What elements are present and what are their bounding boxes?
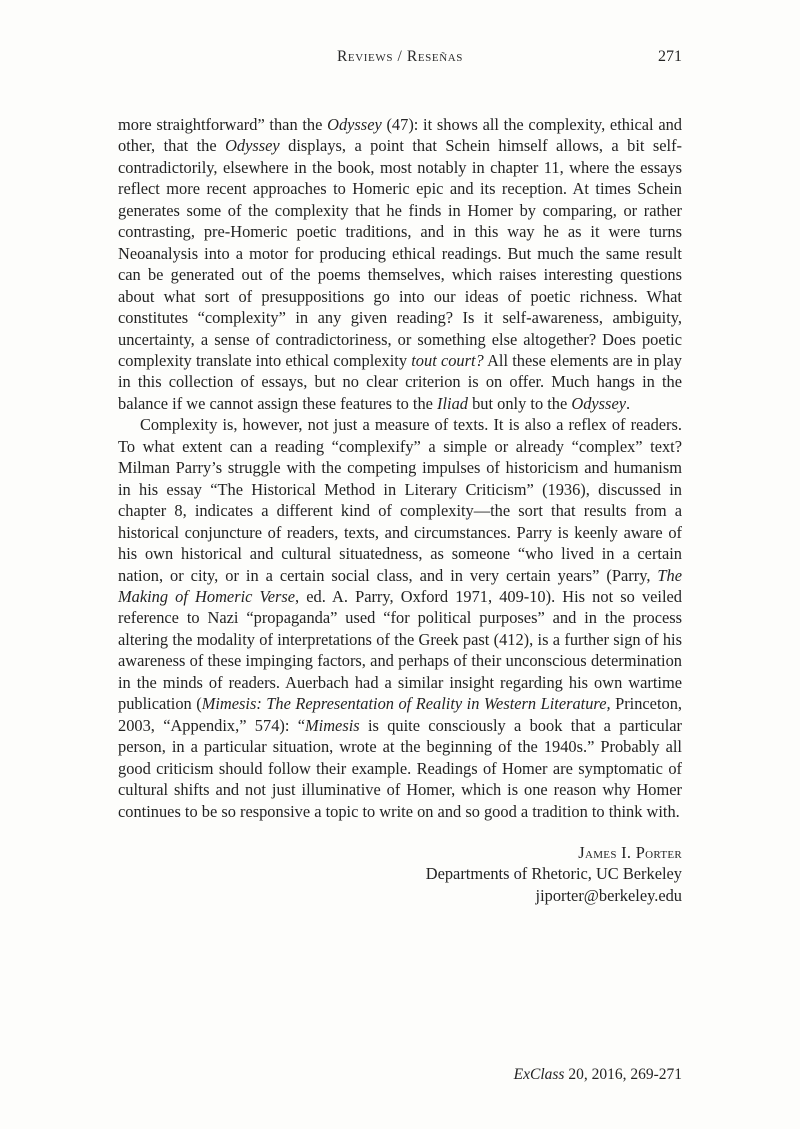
page-number: 271 <box>658 48 682 65</box>
author-email: jiporter@berkeley.edu <box>535 885 682 905</box>
author-name: James I. Porter <box>578 842 682 862</box>
journal-citation: ExClass 20, 2016, 269-271 <box>513 1066 682 1083</box>
paragraph: Complexity is, however, not just a measure of texts. It is also a reflex of readers. To what extent can a reading “complexify” a simple or already “complex” text? Milman Parry’s struggle with the competing impulses of historicism and humanism in his essay “The Historical Method in Literary Criticism” (1936), discussed in chapter 8, indicates a different kind of complexity—the sort that results from a historical conjuncture of readers, texts, and circumstances. Parry is keenly aware of his own historical and cultural situatedness, as someone “who lived in a certain nation, or city, or in a certain social class, and in very certain years” (Parry, The Making of Homeric Verse, ed. A. Parry, Oxford 1971, 409-10). His not so veiled reference to Nazi “propaganda” used “for political purposes” and in the process altering the modality of interpretations of the Greek past (412), is a further sign of his awareness of these impinging factors, and perhaps of their unconscious determination in the minds of readers. Auerbach had a similar insight regarding his own wartime publication (Mimesis: The Representation of Reality in Western Literature, Princeton, 2003, “Appendix,” 574): “Mimesis is quite consciously a book that a particular person, in a particular situation, wrote at the beginning of the 1940s.” Probably all good criticism should follow their example. Readings of Homer are symptomatic of cultural shifts and not just illuminative of Homer, which is one reason why Homer continues to be so responsive a topic to write on and so good a tradition to think with. <box>118 415 682 821</box>
paragraph: more straightforward” than the Odyssey (47): it shows all the complexity, ethical and other, that the Odyssey displays, a point that Schein himself allows, a bit self-contradictorily, elsewhere in the book, most notably in chapter 11, where the essays reflect more recent approaches to Homeric epic and its reception. At times Schein generates some of the complexity that he finds in Homer by comparing, or rather contrasting, pre-Homeric poetic traditions, and in this way he as it were turns Neoanalysis into a motor for producing ethical readings. But much the same result can be generated out of the poems themselves, which raises interesting questions about what sort of presuppositions go into our ideas of poetic richness. What constitutes “complexity” in any given reading? Is it self-awareness, ambiguity, uncertainty, a sense of contradictoriness, or something else altogether? Does poetic complexity translate into ethical complexity tout court? All these elements are in play in this collection of essays, but no clear criterion is on offer. Much hangs in the balance if we cannot assign these features to the Iliad but only to the Odyssey. <box>118 115 683 413</box>
running-head-title: Reviews / Reseñas <box>336 48 464 65</box>
running-head <box>118 48 682 70</box>
review-body <box>118 114 682 822</box>
author-affiliation: Departments of Rhetoric, UC Berkeley <box>425 864 682 884</box>
signature-block <box>118 842 682 907</box>
